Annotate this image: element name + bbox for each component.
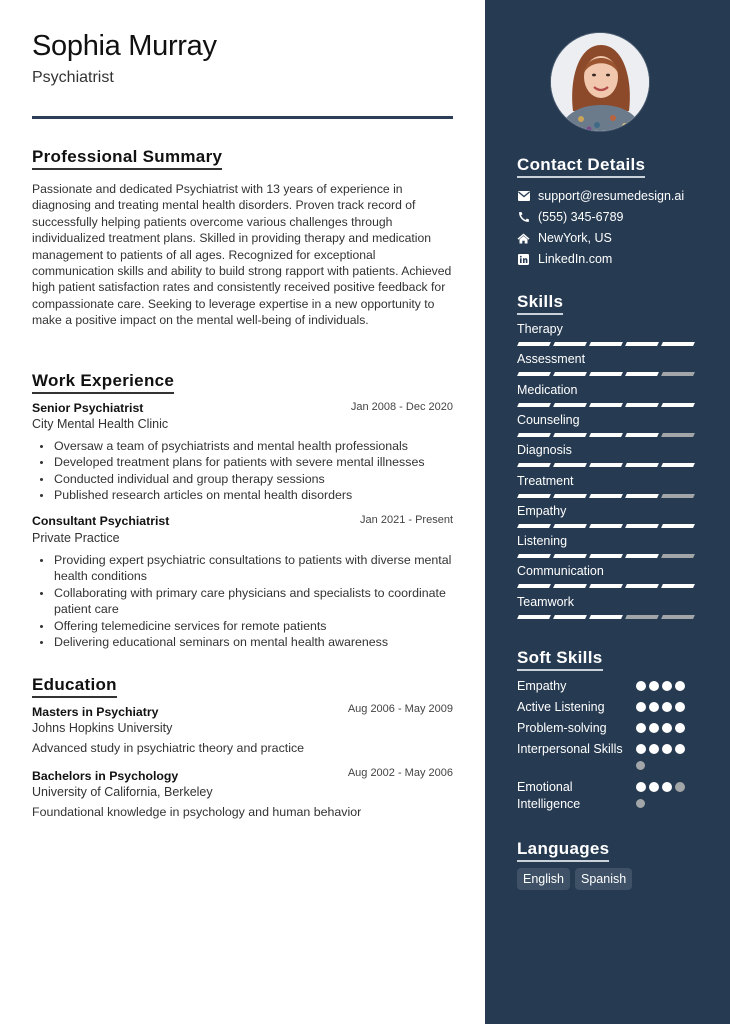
contact-phone[interactable] <box>517 210 623 224</box>
avatar-photo-icon <box>551 33 650 132</box>
skill-segment <box>553 584 587 588</box>
rating-dot <box>649 723 659 733</box>
linkedin-icon <box>517 253 530 266</box>
rating-dot <box>675 681 685 691</box>
skill-rating-bar <box>518 584 694 588</box>
rating-dot <box>636 702 646 712</box>
rating-dot <box>662 744 672 754</box>
skill-segment <box>553 463 587 467</box>
skill-label: Assessment <box>517 352 586 367</box>
skill-segment <box>625 433 659 437</box>
skill-rating-bar <box>518 463 694 467</box>
education-desc: Advanced study in psychiatric theory and practice <box>32 741 305 755</box>
skill-segment <box>553 433 587 437</box>
skill-segment <box>589 615 623 619</box>
section-title-summary: Professional Summary <box>32 147 222 170</box>
soft-skill-label: Active Listening <box>517 700 605 714</box>
skill-segment <box>625 494 659 498</box>
skill-segment <box>553 615 587 619</box>
skill-segment <box>517 615 551 619</box>
soft-skill-rating <box>636 782 685 792</box>
skill-segment <box>589 372 623 376</box>
skill-segment <box>625 615 659 619</box>
education-desc: Foundational knowledge in psychology and human behavior <box>32 805 362 819</box>
languages-list <box>517 868 632 890</box>
skill-segment <box>589 433 623 437</box>
skill-segment <box>625 463 659 467</box>
skill-segment <box>517 403 551 407</box>
soft-skill-label: Interpersonal Skills <box>517 742 623 756</box>
skill-segment <box>553 554 587 558</box>
skill-rating-bar <box>518 372 694 376</box>
skill-segment <box>517 554 551 558</box>
soft-skill-rating <box>636 723 685 733</box>
skill-label: Communication <box>517 564 604 579</box>
rating-dot <box>649 681 659 691</box>
sidebar <box>485 0 730 1024</box>
bullet-item: Providing expert psychiatric consultations to patients with diverse mental health conditions <box>32 552 453 585</box>
skill-segment <box>517 584 551 588</box>
section-title-contact: Contact Details <box>517 155 645 178</box>
section-title-languages: Languages <box>517 839 609 862</box>
skill-segment <box>553 524 587 528</box>
rating-dot <box>636 761 645 770</box>
skill-segment <box>625 342 659 346</box>
phone-icon <box>517 211 530 224</box>
skill-rating-bar <box>518 615 694 619</box>
skill-segment <box>661 463 695 467</box>
rating-dot <box>675 723 685 733</box>
skill-segment <box>661 584 695 588</box>
rating-dot <box>662 782 672 792</box>
school-name: Johns Hopkins University <box>32 721 173 735</box>
bullet-item: Conducted individual and group therapy sessions <box>32 471 453 487</box>
skill-segment <box>625 372 659 376</box>
language-chip: Spanish <box>575 868 632 890</box>
skill-segment <box>553 372 587 376</box>
candidate-role: Psychiatrist <box>32 69 114 86</box>
rating-dot <box>675 702 685 712</box>
skill-rating-bar <box>518 524 694 528</box>
skill-label: Medication <box>517 382 578 397</box>
envelope-icon <box>517 190 530 203</box>
contact-email-text: support@resumedesign.ai <box>538 189 685 203</box>
bullet-item: Oversaw a team of psychiatrists and mental health professionals <box>32 438 453 454</box>
skill-segment <box>517 494 551 498</box>
skill-label: Diagnosis <box>517 443 572 458</box>
skill-segment <box>625 554 659 558</box>
skill-segment <box>661 342 695 346</box>
soft-skill-rating <box>636 681 685 691</box>
education-dates: Aug 2006 - May 2009 <box>347 703 453 715</box>
rating-dot <box>636 723 646 733</box>
rating-dot <box>649 702 659 712</box>
skill-label: Empathy <box>517 503 567 518</box>
soft-skill-label: Emotional Intelligence <box>517 780 581 811</box>
section-title-soft-skills: Soft Skills <box>517 648 603 671</box>
bullet-item: Offering telemedicine services for remote patients <box>32 618 453 634</box>
degree-title: Masters in Psychiatry <box>32 705 159 719</box>
bullet-item: Collaborating with primary care physicians and specialists to coordinate patient care <box>32 585 453 618</box>
skill-segment <box>661 403 695 407</box>
skill-segment <box>661 494 695 498</box>
language-chip: English <box>517 868 570 890</box>
skill-rating-bar <box>518 554 694 558</box>
school-name: University of California, Berkeley <box>32 785 213 799</box>
rating-dot <box>636 782 646 792</box>
skill-segment <box>553 403 587 407</box>
skill-segment <box>517 524 551 528</box>
skill-segment <box>625 403 659 407</box>
contact-linkedin[interactable] <box>517 252 612 266</box>
skill-segment <box>589 463 623 467</box>
skill-segment <box>517 433 551 437</box>
rating-dot <box>662 702 672 712</box>
skill-segment <box>589 342 623 346</box>
job-bullets <box>32 552 453 650</box>
skill-segment <box>589 403 623 407</box>
home-icon <box>517 232 530 245</box>
job-title: Senior Psychiatrist <box>32 401 144 415</box>
contact-location <box>517 231 612 245</box>
section-title-work: Work Experience <box>32 371 174 394</box>
section-title-skills: Skills <box>517 292 563 315</box>
rating-dot <box>675 782 685 792</box>
rating-dot <box>649 782 659 792</box>
skill-rating-bar <box>518 342 694 346</box>
skill-label: Counseling <box>517 412 580 427</box>
rating-dot <box>636 681 646 691</box>
job-dates: Jan 2021 - Present <box>360 514 453 526</box>
contact-email[interactable] <box>517 189 684 203</box>
rating-dot <box>662 723 672 733</box>
rating-dot <box>662 681 672 691</box>
contact-linkedin-text: LinkedIn.com <box>538 252 613 266</box>
job-org: City Mental Health Clinic <box>32 417 169 431</box>
rating-dot <box>636 799 645 808</box>
contact-phone-text: (555) 345-6789 <box>538 210 624 224</box>
skill-segment <box>661 524 695 528</box>
skill-segment <box>553 342 587 346</box>
skill-segment <box>517 372 551 376</box>
education-dates: Aug 2002 - May 2006 <box>347 767 453 779</box>
skill-label: Treatment <box>517 473 574 488</box>
soft-skill-rating <box>636 744 685 754</box>
job-bullets <box>32 438 453 504</box>
skill-segment <box>589 554 623 558</box>
skill-segment <box>589 494 623 498</box>
skill-segment <box>661 554 695 558</box>
avatar <box>550 32 650 132</box>
degree-title: Bachelors in Psychology <box>32 769 179 783</box>
skill-segment <box>517 342 551 346</box>
rating-dot <box>649 744 659 754</box>
skill-label: Therapy <box>517 322 563 336</box>
header-divider <box>32 116 453 119</box>
skill-segment <box>553 494 587 498</box>
skill-label: Listening <box>517 534 568 549</box>
skill-rating-bar <box>518 403 694 407</box>
skill-segment <box>661 372 695 376</box>
soft-skill-label: Empathy <box>517 679 567 693</box>
skill-segment <box>625 584 659 588</box>
rating-dot <box>675 744 685 754</box>
job-title: Consultant Psychiatrist <box>32 514 170 528</box>
rating-dot <box>636 744 646 754</box>
skill-segment <box>589 584 623 588</box>
skill-segment <box>589 524 623 528</box>
skill-segment <box>661 433 695 437</box>
bullet-item: Delivering educational seminars on mental health awareness <box>32 634 453 650</box>
skill-segment <box>517 463 551 467</box>
summary-text: Passionate and dedicated Psychiatrist with 13 years of experience in diagnosing and treating mental health disorders. Proven track record of successfully helping patients overcome various challenges through individualized treatment plans. Skilled in providing therapy and medication management to patients of all ages. Recognized for exceptional communication skills and ability to build strong rapport with patients. Achieved high patient satisfaction rates and consistently received positive feedback for compassionate care. Seeking to leverage expertise in a new opportunity to make a positive impact on the mental well-being of individuals. <box>32 182 452 328</box>
soft-skill-label: Problem-solving <box>517 721 607 735</box>
skill-rating-bar <box>518 433 694 437</box>
skill-label: Teamwork <box>517 594 574 609</box>
bullet-item: Developed treatment plans for patients with severe mental illnesses <box>32 454 453 470</box>
candidate-name: Sophia Murray <box>32 30 217 62</box>
skill-segment <box>625 524 659 528</box>
job-org: Private Practice <box>32 531 120 545</box>
soft-skill-rating <box>636 702 685 712</box>
skill-segment <box>661 615 695 619</box>
bullet-item: Published research articles on mental health disorders <box>32 487 453 503</box>
job-dates: Jan 2008 - Dec 2020 <box>350 401 453 413</box>
section-title-education: Education <box>32 675 117 698</box>
contact-location-text: NewYork, US <box>538 231 612 245</box>
skill-rating-bar <box>518 494 694 498</box>
